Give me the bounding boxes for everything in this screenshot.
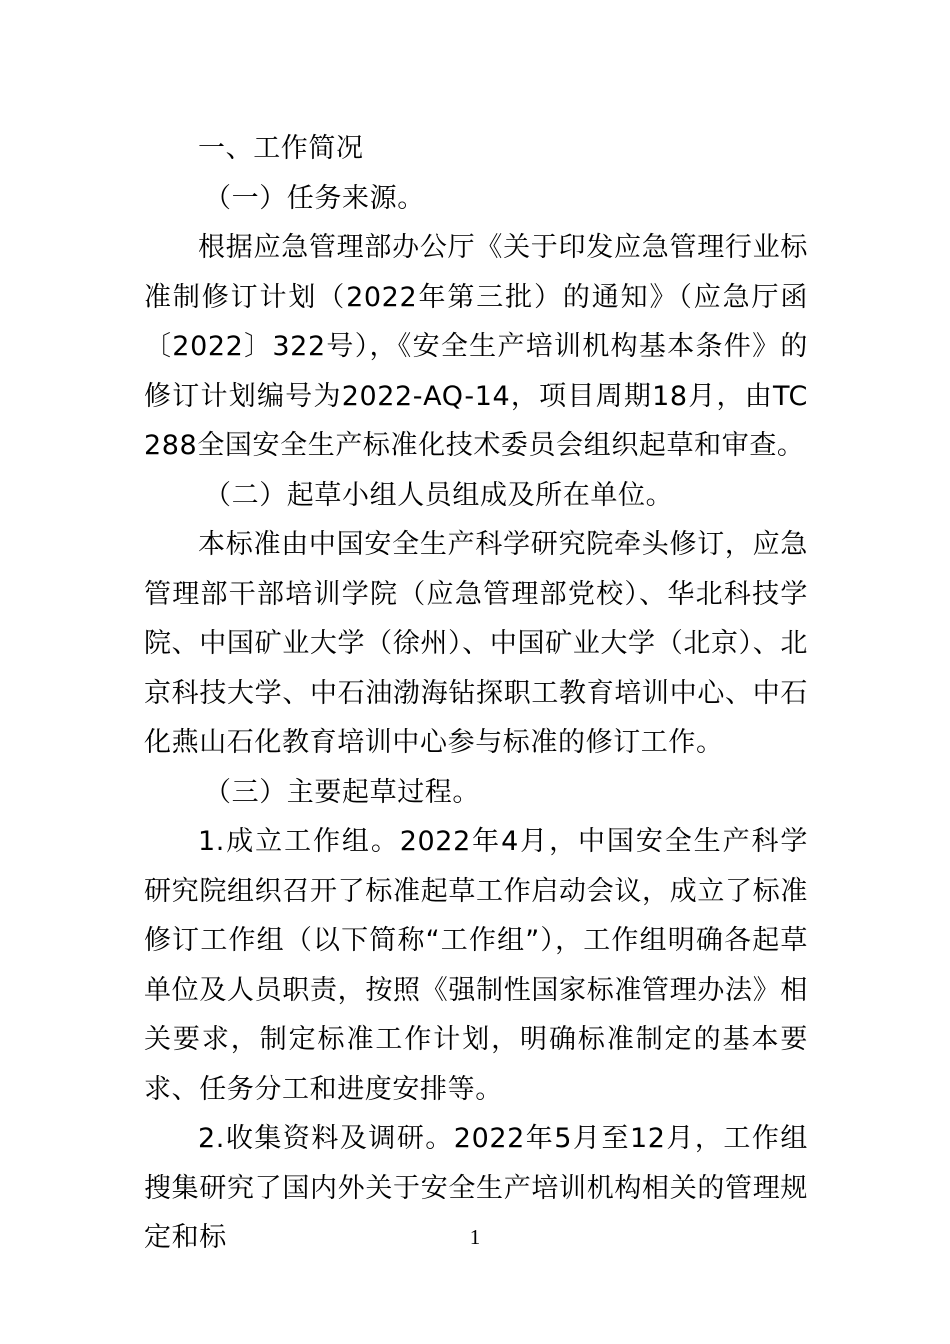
paragraph: 根据应急管理部办公厅《关于印发应急管理行业标准制修订计划（2022年第三批）的通知》（应急厅函〔2022〕322号），《安全生产培训机构基本条件》的修订计划编号为2022-AQ-14，项目周期18月，由TC288全国安全生产标准化技术委员会组织起草和审查。 bbox=[144, 232, 808, 461]
paragraph: 1.成立工作组。2022年4月，中国安全生产科学研究院组织召开了标准起草工作启动会议，成立了标准修订工作组（以下简称“工作组”），工作组明确各起草单位及人员职责，按照《强制性国家标准管理办法》相关要求，制定标准工作计划，明确标准制定的基本要求、任务分工和进度安排等。 bbox=[144, 826, 808, 1105]
paragraph: 本标准由中国安全生产科学研究院牵头修订，应急管理部干部培训学院（应急管理部党校）、华北科技学院、中国矿业大学（徐州）、中国矿业大学（北京）、北京科技大学、中石油渤海钻探职工教育培训中心、中石化燕山石化教育培训中心参与标准的修订工作。 bbox=[144, 529, 808, 758]
subsection-heading: （二）起草小组人员组成及所在单位。 bbox=[204, 479, 674, 511]
paragraph: 2.收集资料及调研。2022年5月至12月，工作组搜集研究了国内外关于安全生产培训机构相关的管理规定和标 bbox=[144, 1123, 808, 1253]
page-number: 1 bbox=[469, 1225, 481, 1249]
subsection-heading: （三）主要起草过程。 bbox=[204, 776, 480, 808]
section-title: 一、工作简况 bbox=[198, 133, 364, 164]
subsection-heading: （一）任务来源。 bbox=[204, 182, 425, 214]
document-body bbox=[144, 124, 808, 1263]
